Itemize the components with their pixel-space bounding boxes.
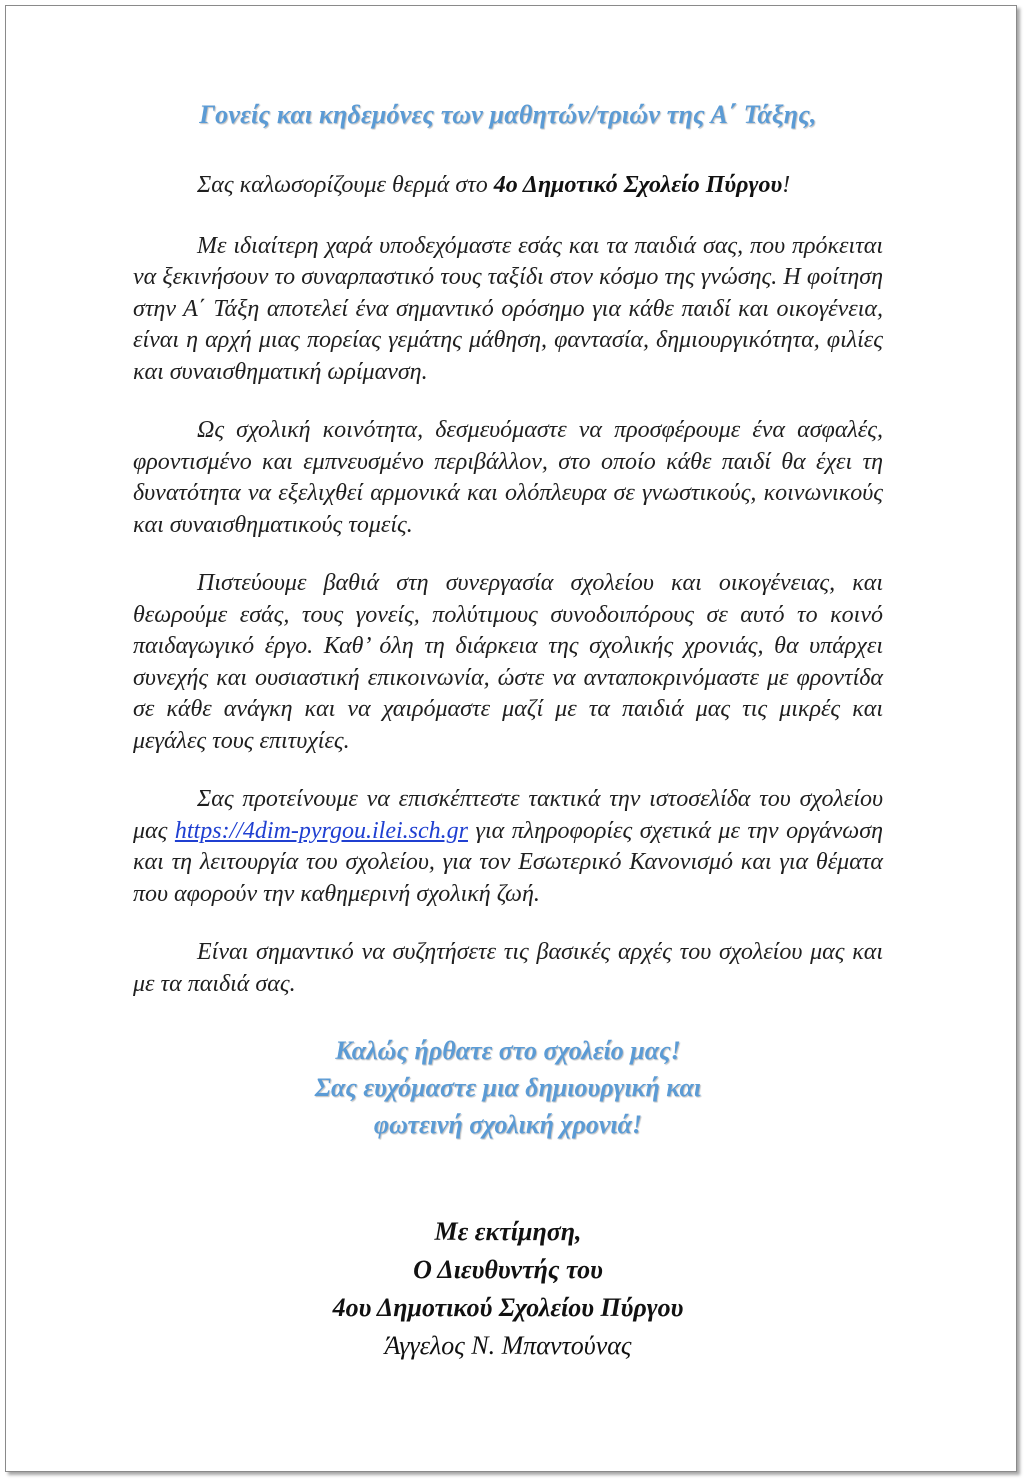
closing-line-1: Καλώς ήρθατε στο σχολείο μας! — [335, 1036, 681, 1065]
paragraph-1: Με ιδιαίτερη χαρά υποδεχόμαστε εσάς και τα παιδιά σας, που πρόκειται να ξεκινήσουν το συναρπαστικό τους ταξίδι στον κόσμο της γνώσης. Η φοίτηση στην Α΄ Τάξη αποτελεί ένα σημαντικό ορόσημο για κάθε παιδί και οικογένεια, είναι η αρχή μιας πορείας γεμάτης μάθηση, φαντασία, δημιουργικότητα, φιλίες και συναισθηματική ωρίμανση. — [133, 232, 883, 385]
signature-regards: Με εκτίμηση, — [434, 1217, 582, 1246]
school-name: 4ο Δημοτικό Σχολείο Πύργου — [493, 172, 783, 198]
welcome-exclamation: ! — [782, 172, 791, 198]
welcome-text: Σας καλωσορίζουμε θερμά στο — [197, 172, 494, 198]
school-website-link[interactable]: https://4dim-pyrgou.ilei.sch.gr — [174, 817, 468, 844]
closing-line-3: φωτεινή σχολική χρονιά! — [373, 1110, 643, 1139]
signature-block — [133, 1213, 883, 1365]
signature-title: Ο Διευθυντής του — [413, 1255, 603, 1284]
paragraph-2: Ως σχολική κοινότητα, δεσμευόμαστε να προσφέρουμε ένα ασφαλές, φροντισμένο και εμπνευσμένο περιβάλλον, στο οποίο κάθε παιδί θα έχει τη δυνατότητα να εξελιχθεί αρμονικά και ολόπλευρα σε γνωστικούς, κοινωνικούς και συναισθηματικούς τομείς. — [133, 417, 883, 538]
closing-wishes — [133, 1032, 883, 1143]
closing-line-2: Σας ευχόμαστε μια δημιουργική και — [314, 1073, 702, 1102]
paragraph-3: Πιστεύουμε βαθιά στη συνεργασία σχολείου και οικογένειας, και θεωρούμε εσάς, τους γονείς, πολύτιμους συνοδοιπόρους σε αυτό το κοινό παιδαγωγικό έργο. Καθ’ όλη τη διάρκεια της σχολικής χρονιάς, θα υπάρχει συνεχής και ουσιαστική επικοινωνία, ώστε να ανταποκρινόμαστε με φροντίδα σε κάθε ανάγκη και να χαιρόμαστε μαζί με τα παιδιά μας τις μικρές και μεγάλες τους επιτυχίες. — [133, 570, 883, 754]
signature-name: Άγγελος Ν. Μπαντούνας — [384, 1331, 632, 1360]
paragraph-5: Είναι σημαντικό να συζητήσετε τις βασικές αρχές του σχολείου μας και με τα παιδιά σας. — [133, 939, 883, 997]
signature-school: 4ου Δημοτικού Σχολείου Πύργου — [332, 1293, 684, 1322]
letter-body — [133, 100, 883, 1365]
greeting-heading: Γονείς και κηδεμόνες των μαθητών/τριών της Α΄ Τάξης, — [199, 100, 817, 129]
paragraph-4 — [133, 784, 883, 910]
paragraph-4-end: για πληροφορίες σχετικά με την οργάνωση και τη λειτουργία του σχολείου, για τον Εσωτερικό Κανονισμό και για θέματα που αφορούν την καθημερινή σχολική ζωή. — [133, 817, 883, 907]
welcome-paragraph — [133, 170, 883, 202]
paragraph-4-start: Σας προτείνουμε να επισκέπτεστε τακτικά την ιστοσελίδα του σχολείου μας — [133, 786, 883, 844]
